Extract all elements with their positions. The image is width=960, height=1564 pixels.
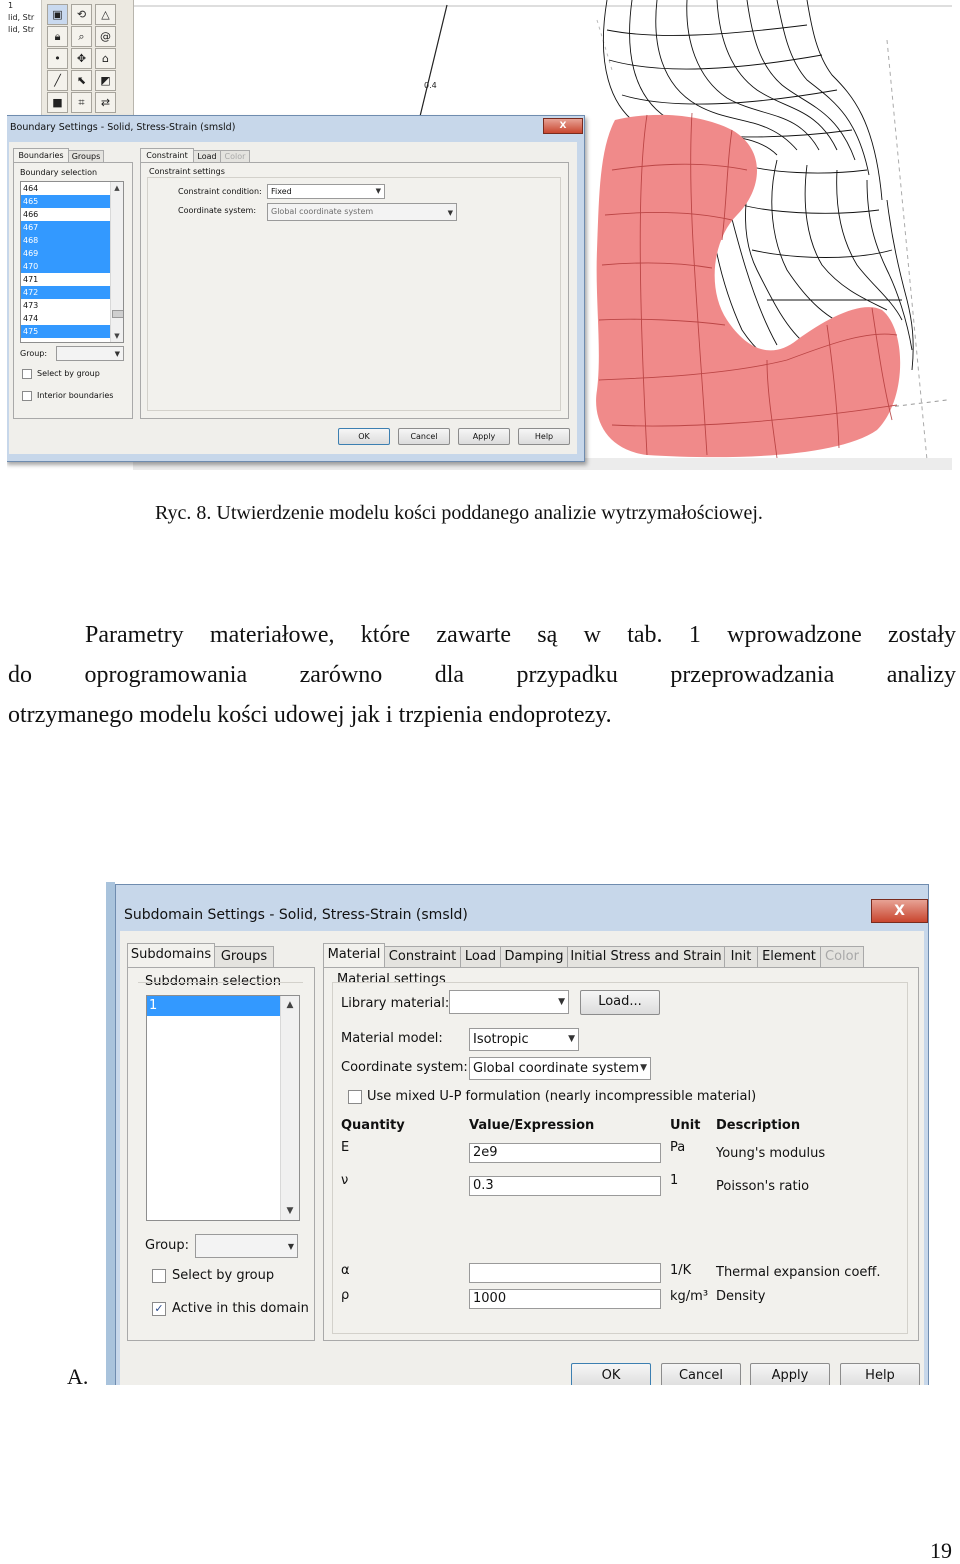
- select-icon[interactable]: ⬉: [71, 70, 92, 91]
- boundary-list[interactable]: [20, 181, 124, 343]
- tab-constraint[interactable]: Constraint: [140, 148, 194, 163]
- scroll-down-icon[interactable]: ▼: [286, 1206, 294, 1216]
- scroll-up-icon[interactable]: ▲: [114, 184, 120, 192]
- coordinate-system-label: Coordinate system:: [341, 1060, 468, 1075]
- quantity-cell: ρ: [341, 1288, 350, 1303]
- dialog-body: [120, 931, 924, 1385]
- right-panel: [323, 967, 919, 1341]
- ok-button[interactable]: OK: [338, 428, 390, 445]
- paragraph-line: [8, 695, 612, 735]
- list-item[interactable]: 472: [21, 286, 110, 299]
- figure-label: A.: [67, 1364, 89, 1389]
- tree-item[interactable]: lid, Str: [8, 25, 35, 34]
- axis-label-0-4: 0.4: [424, 81, 437, 90]
- help-button[interactable]: Help: [840, 1363, 920, 1385]
- list-item[interactable]: 1: [147, 996, 280, 1016]
- value-text: 2e9: [473, 1145, 498, 1160]
- rotate-icon[interactable]: ⟲: [71, 4, 92, 25]
- library-material-label: Library material:: [341, 996, 450, 1011]
- select-by-group-checkbox[interactable]: [22, 369, 32, 379]
- chevron-down-icon: ▼: [558, 997, 565, 1007]
- tab-subdomains[interactable]: Subdomains: [127, 943, 215, 968]
- dialog-title: Boundary Settings - Solid, Stress-Strain (smsld): [10, 122, 236, 133]
- description-cell: Density: [716, 1289, 766, 1304]
- cancel-button[interactable]: Cancel: [661, 1363, 741, 1385]
- figure-boundary-settings: [7, 0, 952, 470]
- library-material-select[interactable]: [449, 990, 569, 1014]
- material-model-select[interactable]: [469, 1028, 579, 1051]
- quantity-cell: ν: [341, 1173, 349, 1188]
- tab-groups[interactable]: Groups: [68, 150, 104, 163]
- header-quantity: Quantity: [341, 1118, 405, 1133]
- tree-item[interactable]: lid, Str: [8, 13, 35, 22]
- group-select[interactable]: [195, 1234, 298, 1258]
- list-item[interactable]: 464: [23, 184, 39, 193]
- boundary-mode-icon[interactable]: ▣: [47, 4, 68, 25]
- figure-caption: Ryc. 8. Utwierdzenie modelu kości poddanego analizie wytrzymałościowej.: [155, 502, 763, 524]
- chevron-down-icon: ▼: [375, 187, 381, 195]
- paragraph-text: Parametry materiałowe, które zawarte są w tab. 1 wprowadzone zostały: [85, 622, 956, 648]
- line-icon[interactable]: ╱: [47, 70, 68, 91]
- coordinate-system-value: Global coordinate system: [473, 1061, 640, 1076]
- tab-load[interactable]: Load: [460, 946, 501, 968]
- list-item[interactable]: 465: [21, 195, 110, 208]
- list-item[interactable]: 470: [21, 260, 110, 273]
- material-settings-label: Material settings: [337, 972, 446, 987]
- list-item[interactable]: 466: [23, 210, 39, 219]
- value-text: 1000: [473, 1291, 507, 1306]
- value-input[interactable]: [469, 1289, 661, 1309]
- mixed-up-label: Use mixed U-P formulation (nearly incompressible material): [367, 1089, 757, 1104]
- close-button[interactable]: X: [543, 118, 583, 134]
- spiral-icon[interactable]: @: [95, 26, 116, 47]
- unit-cell: 1: [670, 1173, 679, 1188]
- tab-initial-stress-strain[interactable]: Initial Stress and Strain: [567, 946, 725, 968]
- value-input[interactable]: [469, 1176, 661, 1196]
- scroll-down-icon[interactable]: ▼: [114, 332, 120, 340]
- tab-element[interactable]: Element: [757, 946, 821, 968]
- zoom-icon[interactable]: ⌕: [71, 26, 92, 47]
- triangle-icon[interactable]: △: [95, 4, 116, 25]
- tab-constraint[interactable]: Constraint: [384, 946, 461, 968]
- figure-subdomain-settings: [106, 882, 931, 1385]
- tree-item[interactable]: 1: [8, 1, 14, 10]
- chevron-down-icon: ▼: [447, 209, 453, 217]
- left-panel: [127, 967, 315, 1341]
- coordinate-system-select[interactable]: [267, 203, 457, 221]
- constraint-settings-label: Constraint settings: [149, 167, 225, 176]
- subdomain-selection-label: Subdomain selection: [145, 974, 281, 989]
- select-by-group-label: Select by group: [37, 369, 100, 378]
- point-icon[interactable]: •: [47, 48, 68, 69]
- header-unit: Unit: [670, 1118, 701, 1133]
- chevron-down-icon: ▼: [640, 1063, 647, 1073]
- tab-damping[interactable]: Damping: [500, 946, 568, 968]
- dialog-body: [9, 142, 577, 454]
- constraint-condition-select[interactable]: [267, 184, 385, 199]
- tab-boundaries[interactable]: Boundaries: [13, 148, 69, 163]
- backdrop-strip: [106, 882, 115, 1385]
- coordinate-system-select[interactable]: [469, 1057, 651, 1080]
- list-scrollbar[interactable]: [280, 996, 299, 1220]
- boundary-selection-label: Boundary selection: [20, 168, 98, 177]
- interior-boundaries-checkbox[interactable]: [22, 391, 32, 401]
- list-item[interactable]: 474: [23, 314, 39, 323]
- quantity-cell: α: [341, 1263, 350, 1278]
- right-panel: [140, 162, 569, 419]
- tab-color: Color: [820, 946, 864, 968]
- arrange-icon[interactable]: ⇄: [95, 92, 116, 113]
- ok-button[interactable]: OK: [571, 1363, 651, 1385]
- lock-icon[interactable]: 🔒︎: [47, 26, 68, 47]
- chevron-down-icon: ▼: [287, 1242, 294, 1251]
- chevron-down-icon: ▼: [114, 350, 120, 358]
- scroll-up-icon[interactable]: ▲: [286, 1000, 294, 1010]
- cancel-button[interactable]: Cancel: [398, 428, 450, 445]
- close-button[interactable]: X: [871, 899, 928, 923]
- paragraph-text: otrzymanego modelu kości udowej jak i trzpienia endoprotezy.: [8, 702, 612, 728]
- scroll-thumb[interactable]: [112, 310, 124, 318]
- list-item[interactable]: 471: [23, 275, 39, 284]
- boundary-settings-dialog: [7, 115, 585, 462]
- list-item[interactable]: 469: [21, 247, 110, 260]
- material-model-value: Isotropic: [473, 1032, 529, 1047]
- page-number: 19: [930, 1538, 952, 1563]
- list-scrollbar[interactable]: [110, 182, 123, 342]
- mixed-up-checkbox[interactable]: [348, 1090, 362, 1104]
- list-item[interactable]: 475: [21, 325, 110, 338]
- group-label: Group:: [20, 349, 48, 358]
- unit-cell: Pa: [670, 1140, 686, 1155]
- select-by-group-label: Select by group: [172, 1268, 275, 1283]
- subdomain-list[interactable]: [146, 995, 300, 1221]
- interior-boundaries-label: Interior boundaries: [37, 391, 114, 400]
- tab-init[interactable]: Init: [724, 946, 758, 968]
- apply-button[interactable]: Apply: [458, 428, 510, 445]
- select-by-group-checkbox[interactable]: [152, 1269, 166, 1283]
- selection-group: [138, 982, 303, 983]
- tab-groups[interactable]: Groups: [214, 946, 274, 968]
- group-label: Group:: [145, 1238, 189, 1253]
- description-cell: Young's modulus: [716, 1146, 826, 1161]
- tree-list[interactable]: [7, 0, 42, 118]
- help-button[interactable]: Help: [518, 428, 570, 445]
- paragraph-line: [8, 655, 956, 695]
- toolbar: [7, 0, 134, 118]
- coordinate-system-value: Global coordinate system: [271, 207, 374, 216]
- value-input[interactable]: [469, 1263, 661, 1283]
- view-icon[interactable]: ◩: [95, 70, 116, 91]
- description-cell: Poisson's ratio: [716, 1179, 810, 1194]
- left-panel: [13, 162, 133, 419]
- group-select[interactable]: [56, 346, 124, 361]
- list-item[interactable]: 467: [21, 221, 110, 234]
- paragraph-line: [85, 615, 956, 655]
- dialog-title: Subdomain Settings - Solid, Stress-Strain (smsld): [124, 907, 468, 923]
- tab-material[interactable]: Material: [323, 943, 385, 968]
- list-item[interactable]: 473: [23, 301, 39, 310]
- header-description: Description: [716, 1118, 801, 1133]
- chevron-down-icon: ▼: [568, 1034, 575, 1044]
- value-text: 0.3: [473, 1178, 494, 1193]
- paragraph-text: do oprogramowania zarówno dla przypadku przeprowadzania analizy: [8, 662, 956, 688]
- description-cell: Thermal expansion coeff.: [716, 1265, 881, 1280]
- material-model-label: Material model:: [341, 1031, 443, 1046]
- unit-cell: kg/m³: [670, 1289, 709, 1304]
- constraint-condition-value: Fixed: [271, 187, 292, 196]
- constraint-condition-label: Constraint condition:: [178, 187, 262, 196]
- active-in-domain-checkbox[interactable]: ✓: [152, 1302, 166, 1316]
- tab-color: Color: [220, 150, 250, 163]
- house-icon[interactable]: ⌂: [95, 48, 116, 69]
- list-item[interactable]: 468: [21, 234, 110, 247]
- value-input[interactable]: [469, 1143, 661, 1163]
- tab-load[interactable]: Load: [193, 150, 221, 163]
- quantity-cell: E: [341, 1140, 350, 1155]
- coordinate-system-label: Coordinate system:: [178, 206, 257, 215]
- active-in-domain-label: Active in this domain: [172, 1301, 309, 1316]
- subdomain-settings-dialog: [115, 884, 929, 1385]
- mesh-icon[interactable]: ⌗: [71, 92, 92, 113]
- header-value: Value/Expression: [469, 1118, 595, 1133]
- apply-button[interactable]: Apply: [750, 1363, 830, 1385]
- pan-icon[interactable]: ✥: [71, 48, 92, 69]
- unit-cell: 1/K: [670, 1263, 692, 1278]
- square-icon[interactable]: ■: [47, 92, 68, 113]
- load-button[interactable]: Load...: [580, 990, 660, 1015]
